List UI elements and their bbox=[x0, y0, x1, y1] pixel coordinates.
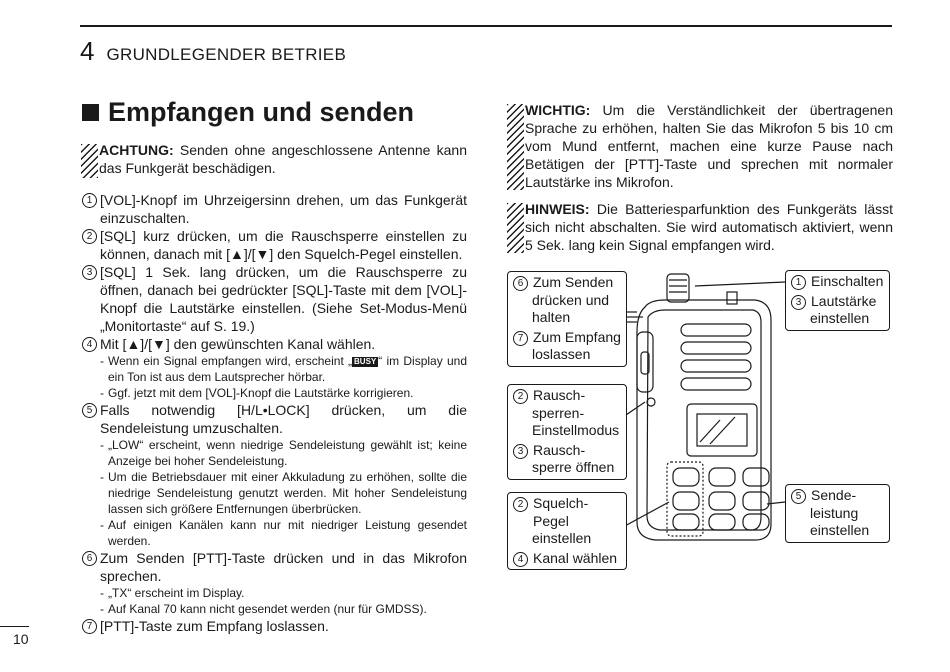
callout-vol: 1 Einschalten 3 Lautstärke einstellen bbox=[785, 270, 890, 331]
sql-key-icon bbox=[647, 398, 655, 406]
callout-sql: 2 Rausch- sperren- Einstellmodus 3 Rausch- sperre öffnen bbox=[507, 384, 627, 480]
left-column bbox=[82, 141, 467, 635]
callout-ptt: 6 Zum Senden drücken und halten 7 Zum Empfang loslassen bbox=[507, 271, 627, 367]
step-item bbox=[82, 227, 467, 263]
heading-square-icon bbox=[82, 104, 99, 121]
step-text: [PTT]-Taste zum Empfang loslassen. bbox=[100, 618, 329, 634]
caution-hatch-icon bbox=[81, 144, 98, 178]
busy-icon: BUSY bbox=[354, 357, 377, 366]
step-note: - Auf Kanal 70 kann nicht gesendet werden (nur für GMDSS). bbox=[100, 602, 427, 616]
step-number: 1 bbox=[82, 193, 97, 208]
footer-rule bbox=[0, 626, 29, 627]
step-number: 4 bbox=[82, 337, 97, 352]
header-rule bbox=[80, 25, 892, 27]
step-text: [SQL] 1 Sek. lang drücken, um die Rauschsperre zu öffnen, danach bei gedrückter [SQL]-Taste mit dem [VOL]-Knopf die Lautstärke einstellen. (Siehe Set-Modus-Menü „Monitortaste“ auf S. 19.) bbox=[100, 264, 467, 334]
important-note bbox=[508, 101, 893, 191]
step-text: Falls notwendig [H/L•LOCK] drücken, um die Sendeleistung umzuschalten. bbox=[100, 402, 467, 436]
step-text: [VOL]-Knopf im Uhrzeigersinn drehen, um das Funkgerät einzuschalten. bbox=[100, 192, 467, 226]
callout-arrows: 2 Squelch-Pegel einstellen 4 Kanal wählen bbox=[507, 492, 627, 570]
caution-hatch-icon bbox=[507, 104, 524, 190]
attention-note bbox=[82, 141, 467, 177]
attention-text: Senden ohne angeschlossene Antenne kann das Funkgerät beschädigen. bbox=[99, 142, 467, 176]
right-column bbox=[508, 101, 893, 254]
hint-note bbox=[508, 200, 893, 254]
page-number: 10 bbox=[13, 631, 29, 647]
step-note: - Auf einigen Kanälen kann nur mit niedriger Leistung gesendet werden. bbox=[100, 518, 467, 548]
step-number: 5 bbox=[82, 403, 97, 418]
step-item bbox=[82, 549, 467, 585]
step-text: Mit [▲]/[▼] den gewünschten Kanal wählen. bbox=[100, 336, 376, 352]
hint-text: Die Batteriesparfunktion des Funkgeräts lässt sich nicht abschalten. Sie wird automatisch aktiviert, wenn 5 Sek. lang kein Signal empfangen wird. bbox=[525, 201, 893, 253]
chapter-number: 4 bbox=[80, 36, 95, 66]
section-heading bbox=[82, 97, 414, 128]
callout-hl: 5 Sende- leistung einstellen bbox=[785, 484, 890, 543]
important-text: Um die Verständlichkeit der übertragenen Sprache zu erhöhen, halten Sie das Mikrofon 5 bis 10 cm vom Mund entfernt, machen eine kurze Pause nach Betätigen der [PTT]-Taste und sprechen mit normaler Lautstärke ins Mikrofon. bbox=[525, 102, 893, 190]
section-title: Empfangen und senden bbox=[108, 97, 415, 127]
step-number: 2 bbox=[82, 229, 97, 244]
attention-label: ACHTUNG: bbox=[99, 142, 174, 158]
step-note: - „TX“ erscheint im Display. bbox=[100, 586, 245, 600]
step-text: [SQL] kurz drücken, um die Rauschsperre einstellen zu können, danach mit [▲]/[▼] den Squelch-Pegel einstellen. bbox=[100, 228, 467, 262]
step-item bbox=[82, 263, 467, 335]
radio-figure bbox=[505, 262, 895, 566]
ptt-key-icon bbox=[637, 332, 653, 392]
important-label: WICHTIG: bbox=[525, 102, 591, 118]
chapter-header bbox=[80, 36, 346, 67]
step-item bbox=[82, 335, 467, 353]
step-number: 7 bbox=[82, 619, 97, 634]
antenna-connector-icon bbox=[727, 292, 737, 304]
vol-knob-icon bbox=[667, 274, 689, 302]
hint-label: HINWEIS: bbox=[525, 201, 590, 217]
step-item bbox=[82, 191, 467, 227]
caution-hatch-icon bbox=[507, 203, 524, 253]
steps-list bbox=[82, 191, 467, 635]
step-note: - Wenn ein Signal empfangen wird, erscheint „ BUSY “ im Display und ein Ton ist aus dem Lautsprecher hörbar. bbox=[100, 354, 467, 384]
step-item bbox=[82, 617, 467, 635]
step-number: 3 bbox=[82, 265, 97, 280]
chapter-title: GRUNDLEGENDER BETRIEB bbox=[106, 45, 347, 64]
step-note: - „LOW“ erscheint, wenn niedrige Sendeleistung gewählt ist; keine Anzeige bei hoher Sendeleistung. bbox=[100, 438, 467, 468]
step-note: - Ggf. jetzt mit dem [VOL]-Knopf die Lautstärke korrigieren. bbox=[100, 386, 414, 400]
step-note: - Um die Betriebsdauer mit einer Akkuladung zu erhöhen, sollte die niedrige Sendeleistung genutzt werden. Mit hoher Sendeleistung lassen sich größere Entfernungen überbrücken. bbox=[100, 470, 467, 516]
step-item bbox=[82, 401, 467, 437]
step-number: 6 bbox=[82, 551, 97, 566]
step-text: Zum Senden [PTT]-Taste drücken und in das Mikrofon sprechen. bbox=[100, 550, 467, 584]
